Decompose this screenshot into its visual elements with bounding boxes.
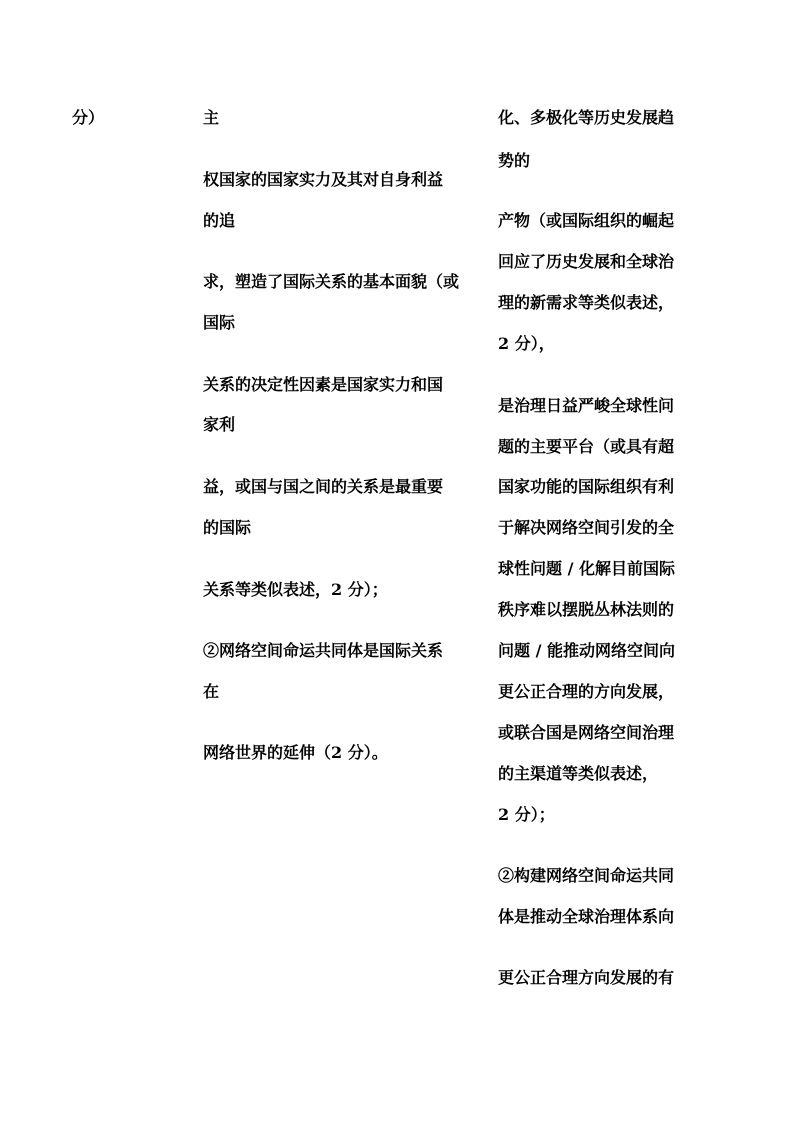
text-line: 关系的决定性因素是国家实力和国 bbox=[203, 375, 444, 394]
text-line: 关系等类似表述，2 分）； bbox=[203, 580, 388, 599]
text-line: 球性问题 / 化解目前国际 bbox=[498, 559, 675, 578]
text-line: 国家功能的国际组织有利 bbox=[498, 477, 675, 496]
text-line: 国际 bbox=[203, 313, 236, 332]
text-line: 的主渠道等类似表述， bbox=[498, 764, 659, 783]
text-line: 网络世界的延伸（2 分）。 bbox=[203, 743, 388, 762]
text-line: 问题 / 能推动网络空间向 bbox=[498, 641, 675, 660]
text-line: 求，塑造了国际关系的基本面貌（或 bbox=[203, 272, 460, 291]
text-line: 的追 bbox=[203, 211, 236, 230]
text-line: 主 bbox=[203, 108, 220, 127]
text-line: 或联合国是网络空间治理 bbox=[498, 723, 675, 742]
text-line: 势的 bbox=[498, 151, 531, 170]
text-line: 化、多极化等历史发展趋 bbox=[498, 108, 675, 127]
text-line: 的国际 bbox=[203, 518, 252, 537]
text-line: 更公正合理的方向发展， bbox=[498, 682, 675, 701]
text-line: 于解决网络空间引发的全 bbox=[498, 518, 675, 537]
text-line: 家利 bbox=[203, 415, 236, 434]
text-line: 体是推动全球治理体系向 bbox=[498, 907, 675, 926]
text-line: 理的新需求等类似表述， bbox=[498, 293, 675, 312]
text-line: 回应了历史发展和全球治 bbox=[498, 252, 675, 271]
text-line: 权国家的国家实力及其对自身利益 bbox=[203, 170, 444, 189]
text-line: 是治理日益严峻全球性问 bbox=[498, 396, 675, 415]
text-line: 题的主要平台（或具有超 bbox=[498, 437, 675, 456]
text-line: 产物（或国际组织的崛起 bbox=[498, 211, 675, 230]
text-line: 2 分）； bbox=[498, 805, 555, 824]
text-line: 益，或国与国之间的关系是最重要 bbox=[203, 477, 444, 496]
text-line: 在 bbox=[203, 682, 220, 701]
text-line: 分） bbox=[72, 108, 105, 127]
text-line: ②网络空间命运共同体是国际关系 bbox=[203, 641, 444, 660]
text-line: 2 分）， bbox=[498, 334, 555, 353]
text-line: 更公正合理方向发展的有 bbox=[498, 968, 675, 987]
text-line: ②构建网络空间命运共同 bbox=[498, 866, 675, 885]
text-line: 秩序难以摆脱丛林法则的 bbox=[498, 600, 675, 619]
